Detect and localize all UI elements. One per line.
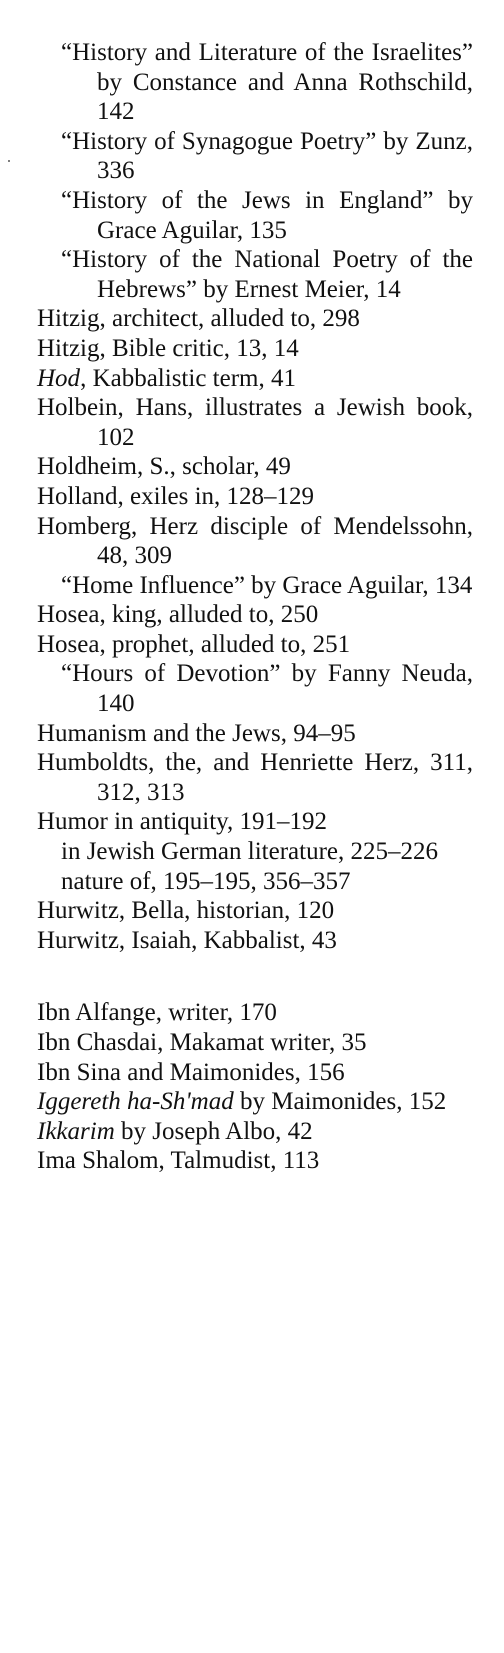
italic-term: Hod bbox=[37, 364, 81, 392]
index-entry: Hosea, king, alluded to, 250 bbox=[37, 601, 319, 629]
index-entry: Iggereth ha-Sh'mad by Maimonides, 152 bbox=[37, 1088, 447, 1116]
section-gap bbox=[37, 955, 473, 998]
index-entry: Hod, Kabbalistic term, 41 bbox=[37, 364, 296, 392]
index-entry: Hitzig, architect, alluded to, 298 bbox=[37, 305, 360, 333]
italic-title: Iggereth ha-Sh'mad bbox=[37, 1088, 234, 1116]
index-entry: Humanism and the Jews, 94–95 bbox=[37, 719, 356, 747]
index-section-i bbox=[37, 998, 473, 1176]
index-entry: Ibn Sina and Maimonides, 156 bbox=[37, 1058, 345, 1086]
index-entry: Hurwitz, Bella, historian, 120 bbox=[37, 897, 335, 925]
index-entry: Hitzig, Bible critic, 13, 14 bbox=[37, 334, 299, 362]
index-entry: Ibn Chasdai, Makamat writer, 35 bbox=[37, 1029, 367, 1056]
index-entry: Humor in antiquity, 191–192 bbox=[37, 808, 328, 836]
index-entry: “History of the National Poetry of the Hebrews” by Ernest Meier, 14 bbox=[61, 246, 473, 303]
index-entry: Hosea, prophet, alluded to, 251 bbox=[37, 630, 351, 658]
index-entry: Holdheim, S., scholar, 49 bbox=[37, 453, 291, 481]
stray-mark bbox=[8, 160, 10, 162]
index-page bbox=[37, 38, 473, 1176]
index-entry: Ima Shalom, Talmudist, 113 bbox=[37, 1147, 320, 1175]
index-entry: “History of the Jews in England” by Grace Aguilar, 135 bbox=[61, 186, 473, 244]
index-entry: Homberg, Herz disciple of Mendelssohn, 48, 309 bbox=[37, 512, 473, 570]
index-subentry: nature of, 195–195, 356–357 bbox=[61, 867, 351, 895]
index-entry: Holland, exiles in, 128–129 bbox=[37, 482, 315, 510]
index-entry: “History of Synagogue Poetry” by Zunz, 336 bbox=[61, 127, 473, 185]
index-entry: Humboldts, the, and Henriette Herz, 311, 312, 313 bbox=[37, 749, 473, 806]
index-entry: Hurwitz, Isaiah, Kabbalist, 43 bbox=[37, 926, 337, 954]
index-entry: Holbein, Hans, illustrates a Jewish book, 102 bbox=[37, 394, 473, 451]
italic-title: Ikkarim bbox=[37, 1117, 115, 1145]
index-entry: “Hours of Devotion” by Fanny Neuda, 140 bbox=[61, 660, 473, 718]
index-section-h bbox=[37, 38, 473, 955]
index-subentry: in Jewish German literature, 225–226 bbox=[61, 838, 438, 866]
index-entry: “Home Influence” by Grace Aguilar, 134 bbox=[61, 571, 473, 599]
index-entry: Ikkarim by Joseph Albo, 42 bbox=[37, 1117, 313, 1145]
index-entry: “History and Literature of the Israelites” by Constance and Anna Rothschild, 142 bbox=[61, 39, 473, 126]
index-entry: Ibn Alfange, writer, 170 bbox=[37, 999, 277, 1027]
